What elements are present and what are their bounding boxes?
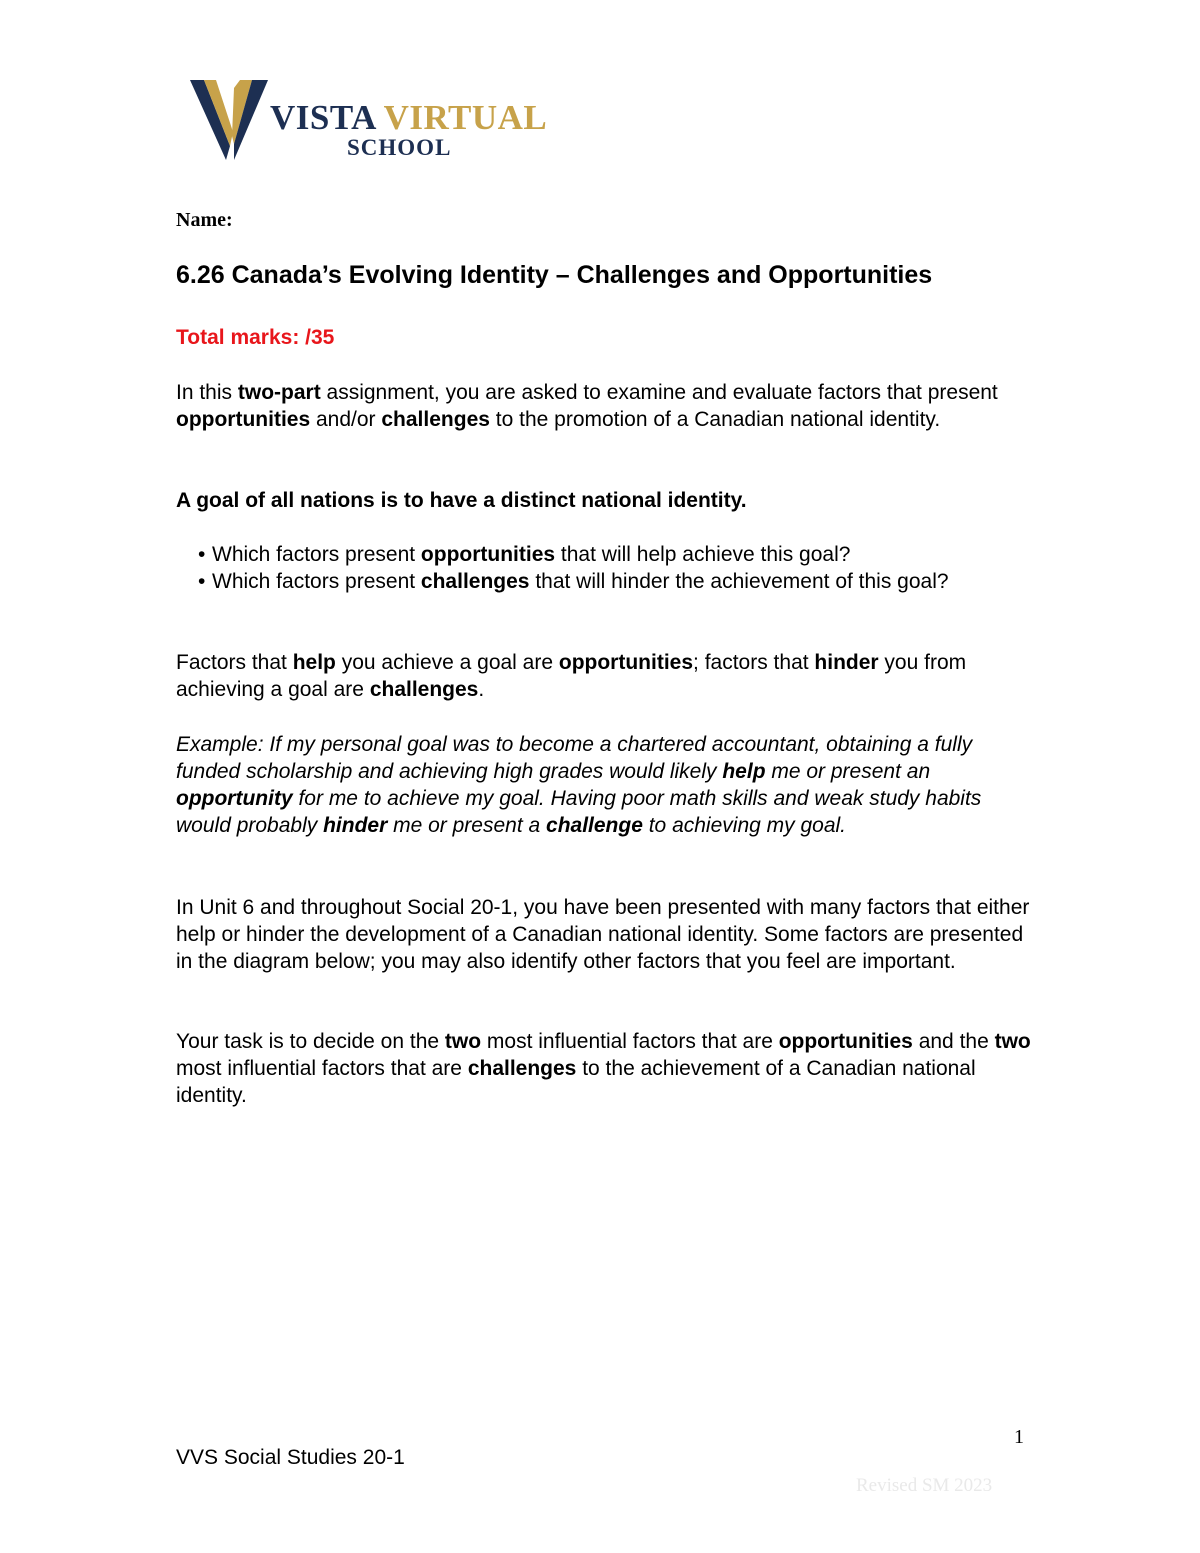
logo-wordmark: VISTA VIRTUAL <box>270 98 548 137</box>
task-paragraph: Your task is to decide on the two most influential factors that are opportunities and the two most influential factors that are challenges to the achievement of a Canadian national identity. <box>176 1030 1031 1107</box>
list-item: • Which factors present challenges that will hinder the achievement of this goal? <box>198 570 949 593</box>
list-item: • Which factors present opportunities that will help achieve this goal? <box>198 543 851 566</box>
name-label: Name: <box>176 209 233 231</box>
factors-definition: Factors that help you achieve a goal are opportunities; factors that hinder you from achieving a goal are challenges. <box>176 651 967 701</box>
page-number: 1 <box>1014 1426 1024 1448</box>
footer-course: VVS Social Studies 20-1 <box>176 1446 405 1469</box>
intro-paragraph: In this two-part assignment, you are asked to examine and evaluate factors that present opportunities and/or challenges to the promotion of a Canadian national identity. <box>176 381 998 431</box>
school-logo <box>190 76 550 166</box>
total-marks: Total marks: /35 <box>176 326 335 349</box>
assignment-title: 6.26 Canada’s Evolving Identity – Challenges and Opportunities <box>176 261 933 289</box>
revision-note: Revised SM 2023 <box>856 1475 993 1496</box>
goal-statement: A goal of all nations is to have a distinct national identity. <box>176 489 747 512</box>
unit-paragraph: In Unit 6 and throughout Social 20-1, you have been presented with many factors that either help or hinder the development of a Canadian national identity. Some factors are presented in the diagram below; you may also identify other factors that you feel are important. <box>176 896 1030 973</box>
example-paragraph: Example: If my personal goal was to become a chartered accountant, obtaining a fully funded scholarship and achieving high grades would likely help me or present an opportunity for me to achieve my goal. Having poor math skills and weak study habits would probably hinder me or present a challenge to achieving my goal. <box>176 733 982 837</box>
question-list <box>176 541 1036 595</box>
logo-v-emblem-icon <box>190 76 270 166</box>
logo-subtitle: SCHOOL <box>347 135 452 160</box>
